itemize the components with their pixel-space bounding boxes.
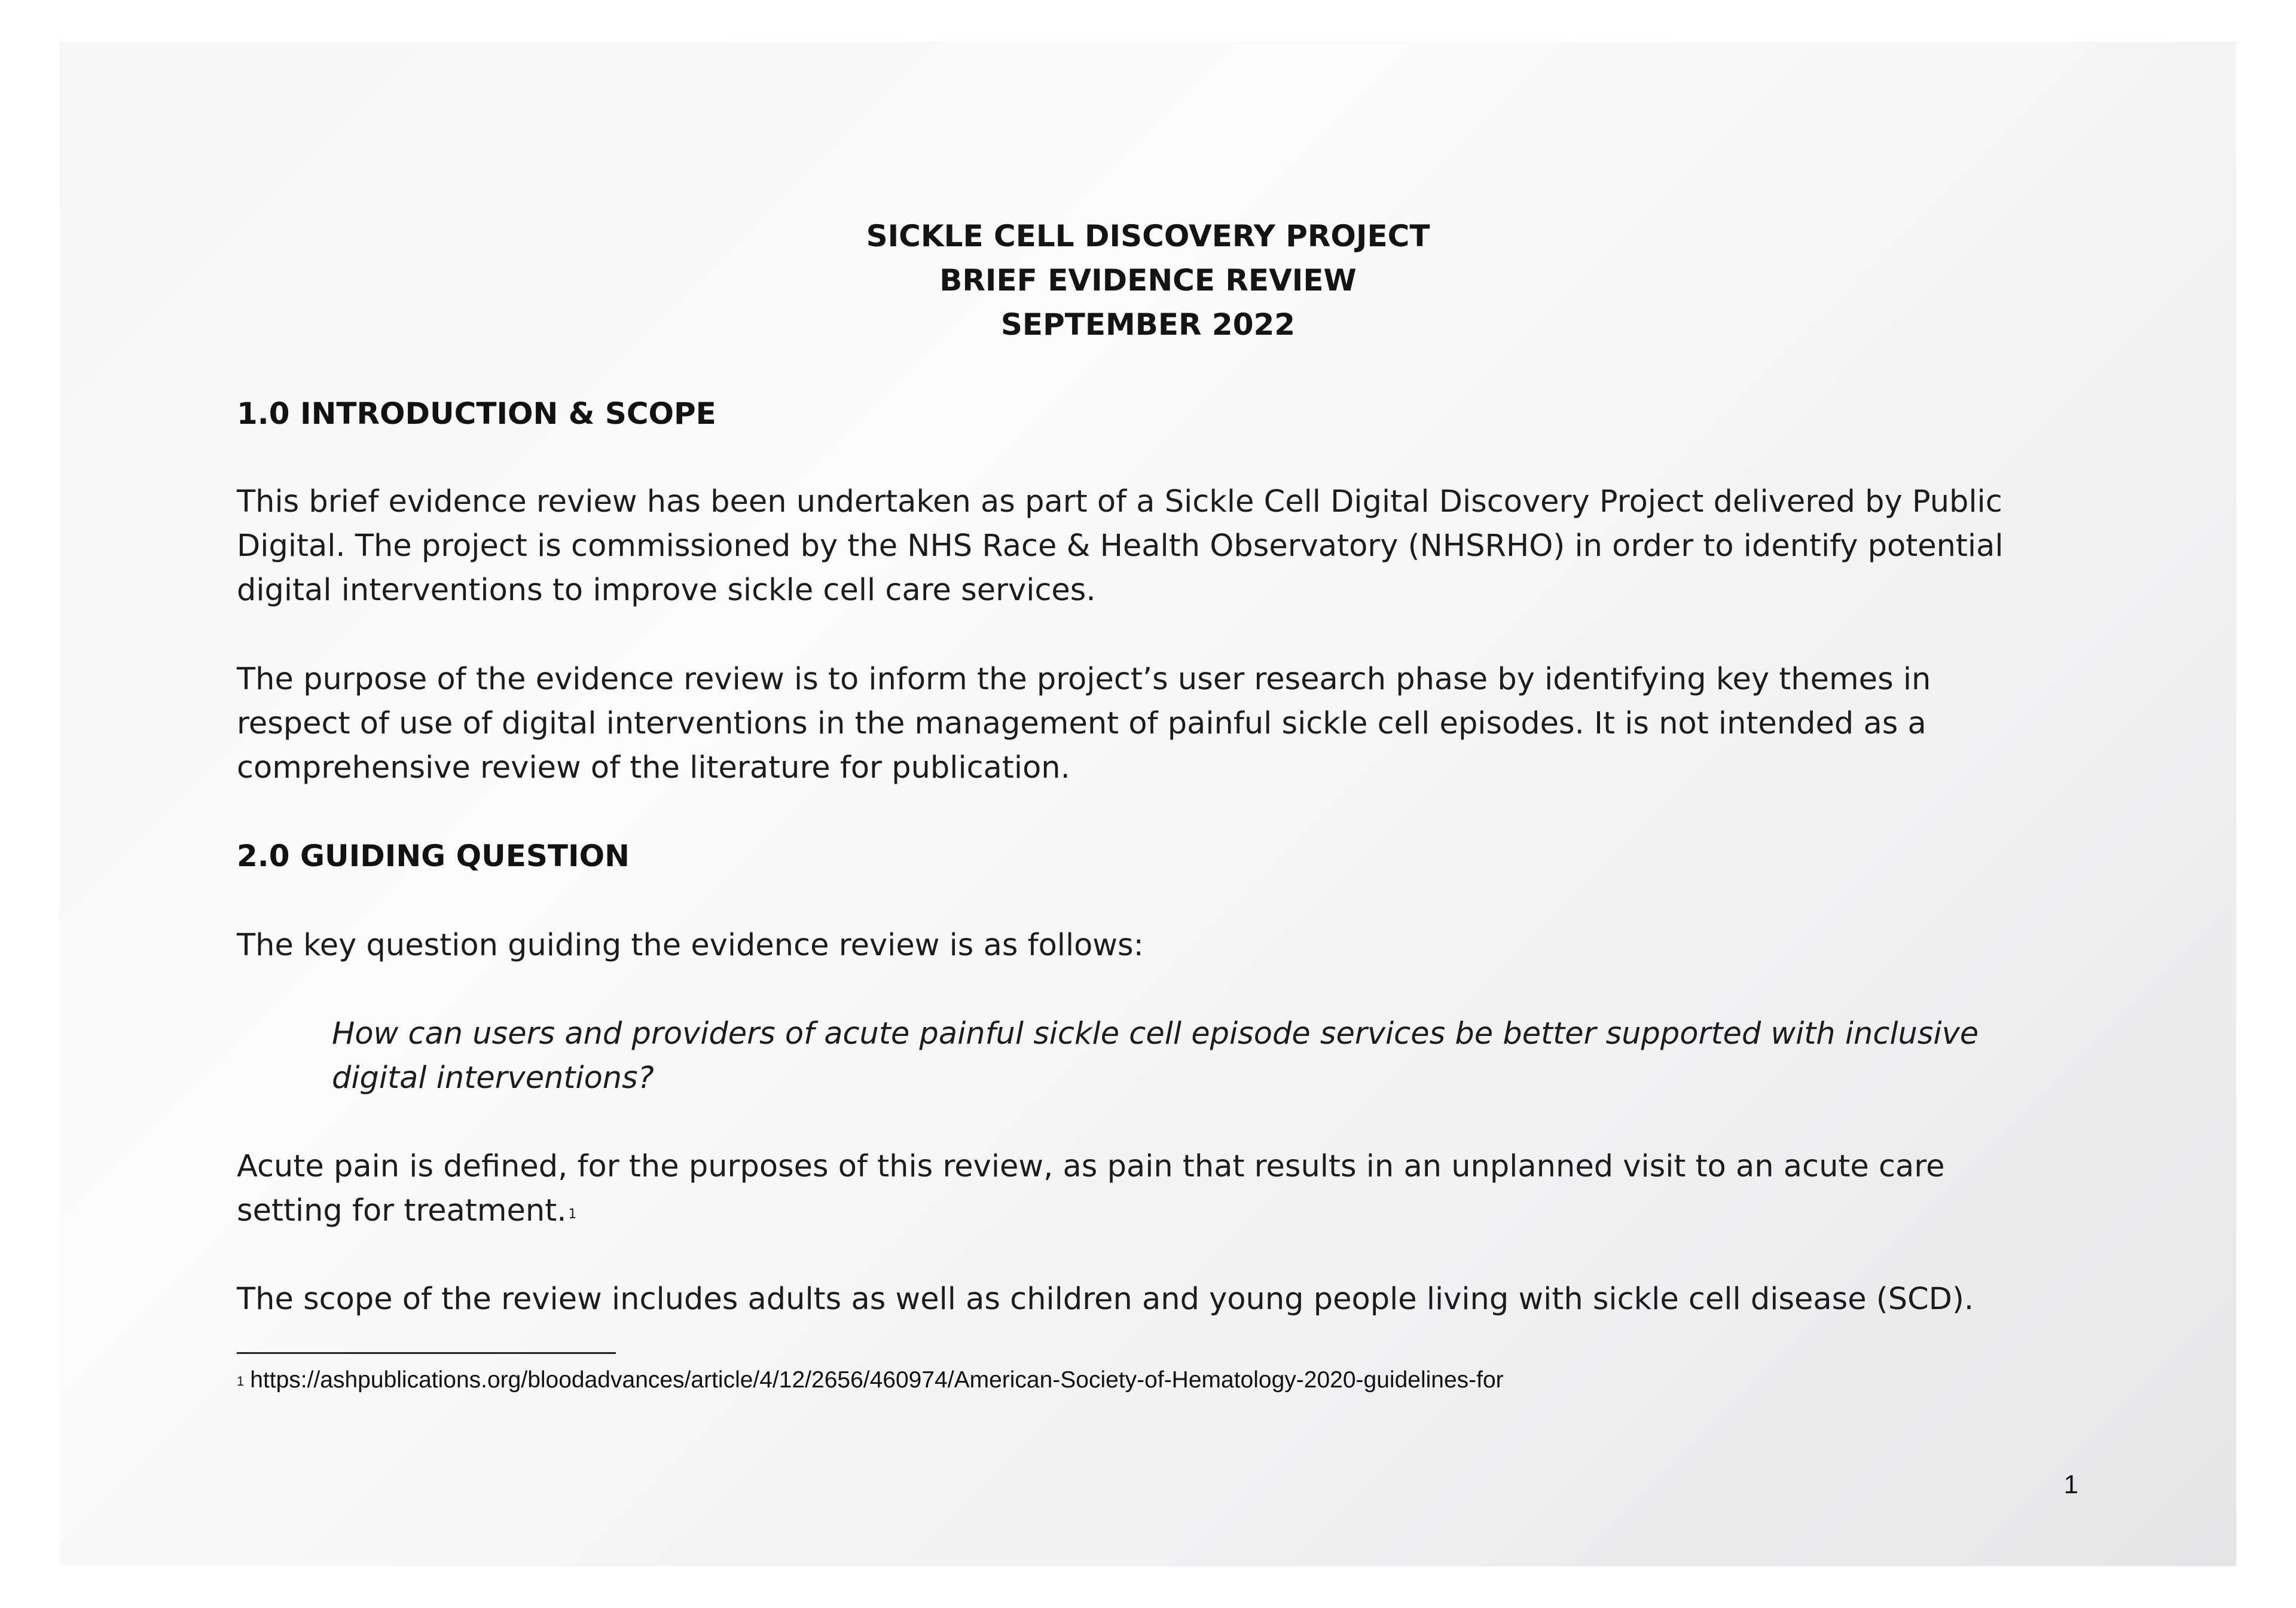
- paragraph-line: The purpose of the evidence review is to inform the project’s user research phase by identifying key themes in: [237, 662, 1931, 697]
- section-heading-guiding-question: 2.0 GUIDING QUESTION: [237, 839, 630, 873]
- guiding-question-quote: [332, 1012, 1979, 1100]
- guiding-lead-text: The key question guiding the evidence review is as follows:: [237, 928, 1144, 963]
- title-line-date: SEPTEMBER 2022: [1000, 307, 1296, 342]
- title-line-review: BRIEF EVIDENCE REVIEW: [939, 263, 1357, 298]
- paragraph-line: Acute pain is defined, for the purposes of this review, as pain that results in an unplanned visit to an acute care: [237, 1149, 1945, 1184]
- paragraph-line: Digital. The project is commissioned by the NHS Race & Health Observatory (NHSRHO) in order to identify potential: [237, 528, 2004, 564]
- footnote-link[interactable]: https://ashpublications.org/bloodadvances/article/4/12/2656/460974/American-Society-of-Hematology-2020-guidelines-for: [250, 1367, 1504, 1393]
- quote-line: How can users and providers of acute painful sickle cell episode services be better supported with inclusive: [332, 1016, 1979, 1051]
- page-number: 1: [2063, 1470, 2078, 1499]
- paragraph-line: comprehensive review of the literature for publication.: [237, 750, 1070, 785]
- intro-paragraph-1: [237, 480, 2004, 613]
- document-page: [60, 42, 2236, 1566]
- title-line-project: SICKLE CELL DISCOVERY PROJECT: [866, 219, 1430, 253]
- section-heading-introduction: 1.0 INTRODUCTION & SCOPE: [237, 396, 716, 431]
- acute-pain-definition: [237, 1145, 1945, 1233]
- footnote-reference[interactable]: 1: [568, 1207, 577, 1222]
- paragraph-line: digital interventions to improve sickle cell care services.: [237, 573, 1096, 608]
- footnote-number: 1: [237, 1374, 245, 1389]
- footnote-separator: [237, 1352, 616, 1354]
- document-title: [60, 214, 2236, 347]
- paragraph-line: respect of use of digital interventions in the management of painful sickle cell episodes. It is not intended as a: [237, 706, 1926, 741]
- quote-line: digital interventions?: [332, 1060, 654, 1096]
- intro-paragraph-2: [237, 658, 1931, 790]
- paragraph-line: This brief evidence review has been undertaken as part of a Sickle Cell Digital Discovery Project delivered by Public: [237, 484, 2002, 519]
- paragraph-line-text: setting for treatment.: [237, 1193, 567, 1228]
- footnote: [237, 1366, 1504, 1395]
- paragraph-line: [237, 1189, 1945, 1233]
- scope-statement: The scope of the review includes adults as well as children and young people living with sickle cell disease (SCD).: [237, 1282, 1974, 1317]
